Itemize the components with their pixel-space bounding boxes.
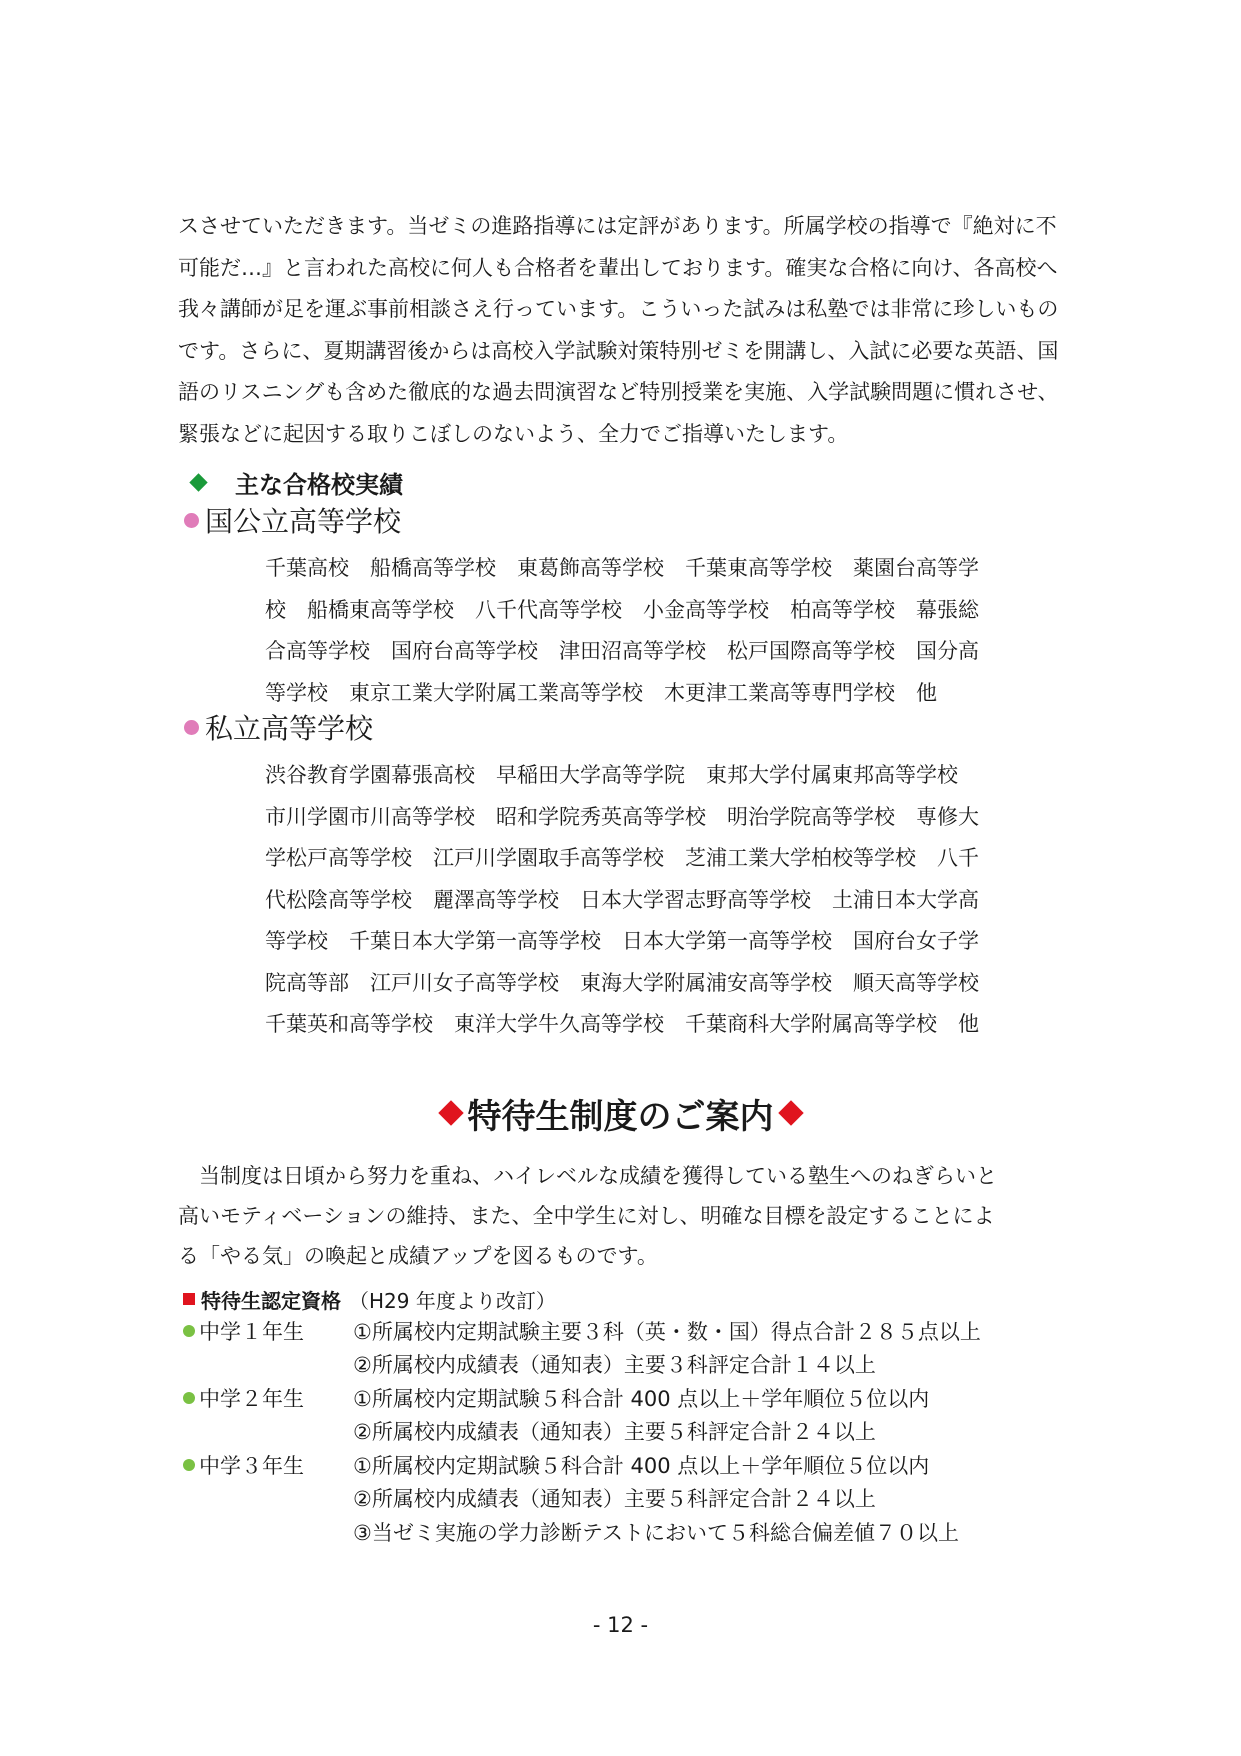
description-line: 当制度は日頃から努力を重ね、ハイレベルな成績を獲得している塾生へのねぎらいと <box>178 1164 997 1188</box>
school-line: 渋谷教育学園幕張高校 早稲田大学高等学院 東邦大学付属東邦高等学校 <box>265 763 958 787</box>
criterion-text: ②所属校内成績表（通知表）主要５科評定合計２４以上 <box>353 1487 876 1512</box>
intro-line: スさせていただきます。当ゼミの進路指導には定評があります。所属学校の指導で『絶対に不 <box>178 214 1057 238</box>
pink-dot-icon <box>184 720 199 735</box>
intro-line: 我々講師が足を運ぶ事前相談さえ行っています。こういった試みは私塾では非常に珍しいもの <box>178 297 1059 321</box>
criterion-text: ①所属校内定期試験５科合計 400 点以上＋学年順位５位以内 <box>353 1453 930 1478</box>
criteria-row <box>183 1482 981 1516</box>
school-line: 学松戸高等学校 江戸川学園取手高等学校 芝浦工業大学柏校等学校 八千 <box>265 846 979 870</box>
grade-text: 中学２年生 <box>199 1386 304 1411</box>
criterion-text: ①所属校内定期試験主要３科（英・数・国）得点合計２８５点以上 <box>353 1319 981 1344</box>
public-schools-category <box>184 500 401 540</box>
criteria-row <box>183 1381 981 1415</box>
school-line: 千葉英和高等学校 東洋大学牛久高等学校 千葉商科大学附属高等学校 他 <box>265 1012 979 1036</box>
private-schools-label: 私立高等学校 <box>205 712 374 745</box>
grade-label <box>183 1316 353 1346</box>
school-line: 院高等部 江戸川女子高等学校 東海大学附属浦安高等学校 順天高等学校 <box>265 970 979 995</box>
school-line: 市川学園市川高等学校 昭和学院秀英高等学校 明治学院高等学校 専修大 <box>265 804 979 829</box>
scholarship-title-text: 特待生制度のご案内 <box>467 1096 774 1137</box>
grade-label <box>183 1450 353 1480</box>
intro-line: 可能だ…』と言われた高校に何人も合格者を輩出しております。確実な合格に向け、各高校へ <box>178 255 1058 280</box>
criterion-text: ③当ゼミ実施の学力診断テストにおいて５科総合偏差値７０以上 <box>353 1520 959 1545</box>
intro-line: 緊張などに起因する取りこぼしのないよう、全力でご指導いたします。 <box>178 421 849 446</box>
grade-label <box>183 1383 353 1413</box>
criterion-text: ②所属校内成績表（通知表）主要５科評定合計２４以上 <box>353 1420 876 1445</box>
red-diamond-icon <box>438 1100 463 1125</box>
description-line: 高いモティベーションの維持、また、全中学生に対し、明確な目標を設定することによ <box>178 1204 995 1228</box>
qualification-note: （H29 年度より改訂） <box>349 1288 556 1313</box>
school-line: 校 船橋東高等学校 八千代高等学校 小金高等学校 柏高等学校 幕張総 <box>265 597 979 622</box>
criterion-text: ①所属校内定期試験５科合計 400 点以上＋学年順位５位以内 <box>353 1386 930 1411</box>
criteria-row <box>183 1448 981 1482</box>
red-diamond-icon <box>778 1100 803 1125</box>
grade-text: 中学１年生 <box>199 1319 304 1344</box>
grade-text: 中学３年生 <box>199 1453 304 1478</box>
criteria-row <box>183 1415 981 1449</box>
school-line: 合高等学校 国府台高等学校 津田沼高等学校 松戸国際高等学校 国分高 <box>265 639 979 663</box>
intro-line: です。さらに、夏期講習後からは高校入学試験対策特別ゼミを開講し、入試に必要な英語、国 <box>178 338 1059 363</box>
green-dot-icon <box>183 1459 195 1471</box>
school-line: 等学校 千葉日本大学第一高等学校 日本大学第一高等学校 国府台女子学 <box>265 929 979 953</box>
red-square-icon <box>183 1293 195 1305</box>
criteria-row <box>183 1314 981 1348</box>
criteria-row <box>183 1348 981 1382</box>
results-heading-text: 主な合格校実績 <box>235 470 403 499</box>
private-schools-category <box>184 707 373 747</box>
qualification-heading <box>183 1284 556 1314</box>
criteria-row <box>183 1515 981 1549</box>
green-diamond-icon <box>189 473 207 491</box>
qualification-heading-text: 特待生認定資格 <box>201 1288 341 1313</box>
results-heading <box>186 462 403 502</box>
qualification-criteria <box>183 1314 981 1549</box>
public-schools-label: 国公立高等学校 <box>205 505 402 538</box>
pink-dot-icon <box>184 513 199 528</box>
intro-paragraph <box>178 206 1078 455</box>
green-dot-icon <box>183 1325 195 1337</box>
criterion-text: ②所属校内成績表（通知表）主要３科評定合計１４以上 <box>353 1353 876 1378</box>
school-line: 等学校 東京工業大学附属工業高等学校 木更津工業高等専門学校 他 <box>265 680 937 705</box>
public-schools-list <box>265 548 1085 714</box>
scholarship-title <box>0 1085 1241 1141</box>
scholarship-description <box>178 1156 1078 1276</box>
school-line: 代松陰高等学校 麗澤高等学校 日本大学習志野高等学校 土浦日本大学高 <box>265 887 979 912</box>
intro-line: 語のリスニングも含めた徹底的な過去問演習など特別授業を実施、入学試験問題に慣れさせ、 <box>178 380 1059 404</box>
green-dot-icon <box>183 1392 195 1404</box>
private-schools-list <box>265 755 1085 1046</box>
description-line: る「やる気」の喚起と成績アップを図るものです。 <box>178 1244 658 1268</box>
school-line: 千葉高校 船橋高等学校 東葛飾高等学校 千葉東高等学校 薬園台高等学 <box>265 556 979 580</box>
page-number: - 12 - <box>592 1613 649 1637</box>
